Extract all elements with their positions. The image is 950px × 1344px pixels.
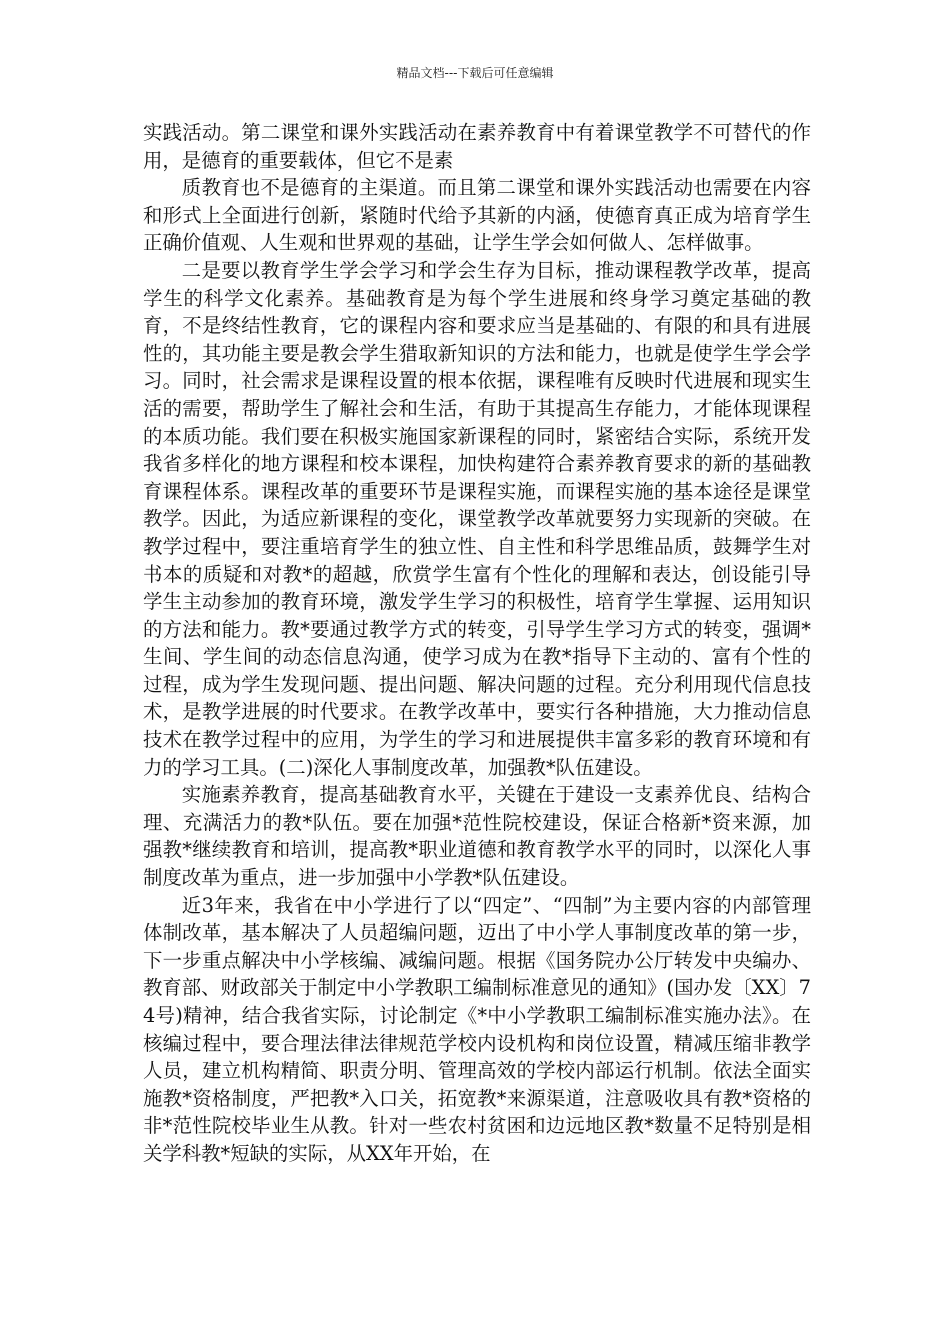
paragraph-4: 实施素养教育，提高基础教育水平，关键在于建设一支素养优良、结构合理、充满活力的教*队伍。要在加强*范性院校建设，保证合格新*资来源，加强教*继续教育和培训，提高教*职业道德和教育教学水平的同时，以深化人事制度改革为重点，进一步加强中小学教*队伍建设。 — [143, 783, 811, 890]
page-header: 精品文档---下载后可任意编辑 — [396, 66, 554, 80]
paragraph-2: 质教育也不是德育的主渠道。而且第二课堂和课外实践活动也需要在内容和形式上全面进行创新，紧随时代给予其新的内涵，使德育真正成为培育学生正确价值观、人生观和世界观的基础，让学生学会如何做人、怎样做事。 — [143, 176, 811, 255]
paragraph-1: 实践活动。第二课堂和课外实践活动在素养教育中有着课堂教学不可替代的作用，是德育的重要载体，但它不是素 — [143, 121, 811, 172]
paragraph-5: 近3年来，我省在中小学进行了以“四定”、“四制”为主要内容的内部管理体制改革，基本解决了人员超编问题，迈出了中小学人事制度改革的第一步，下一步重点解决中小学核编、减编问题。根据《国务院办公厅转发中央编办、教育部、财政部关于制定中小学教职工编制标准意见的通知》(国办发〔XX〕74号)精神，结合我省实际，讨论制定《*中小学教职工编制标准实施办法》。在核编过程中，要合理法律法律规范学校内设机构和岗位设置，精减压缩非教学人员，建立机构精简、职责分明、管理高效的学校内部运行机制。依法全面实施教*资格制度，严把教*入口关，拓宽教*来源渠道，注意吸收具有教*资格的非*范性院校毕业生从教。针对一些农村贫困和边远地区教*数量不足特别是相关学科教*短缺的实际，从XX年开始，在 — [143, 893, 812, 1165]
paragraph-3: 二是要以教育学生学会学习和学会生存为目标，推动课程教学改革，提高学生的科学文化素养。基础教育是为每个学生进展和终身学习奠定基础的教育，不是终结性教育，它的课程内容和要求应当是基础的、有限的和具有进展性的，其功能主要是教会学生猎取新知识的方法和能力，也就是使学生学会学习。同时，社会需求是课程设置的根本依据，课程唯有反映时代进展和现实生活的需要，帮助学生了解社会和生活，有助于其提高生存能力，才能体现课程的本质功能。我们要在积极实施国家新课程的同时，紧密结合实际，系统开发我省多样化的地方课程和校本课程，加快构建符合素养教育要求的新的基础教育课程体系。课程改革的重要环节是课程实施，而课程实施的基本途径是课堂教学。因此，为适应新课程的变化，课堂教学改革就要努力实现新的突破。在教学过程中，要注重培育学生的独立性、自主性和科学思维品质，鼓舞学生对书本的质疑和对教*的超越，欣赏学生富有个性化的理解和表达，创设能引导学生主动参加的教育环境，激发学生学习的积极性，培育学生掌握、运用知识的方法和能力。教*要通过教学方式的转变，引导学生学习方式的转变，强调*生间、学生间的动态信息沟通，使学习成为在教*指导下主动的、富有个性的过程，成为学生发现问题、提出问题、解决问题的过程。充分利用现代信息技术，是教学进展的时代要求。在教学改革中，要实行各种措施，大力推动信息技术在教学过程中的应用，为学生的学习和进展提供丰富多彩的教育环境和有力的学习工具。(二)深化人事制度改革，加强教*队伍建设。 — [143, 258, 811, 779]
document-body — [143, 119, 811, 1168]
